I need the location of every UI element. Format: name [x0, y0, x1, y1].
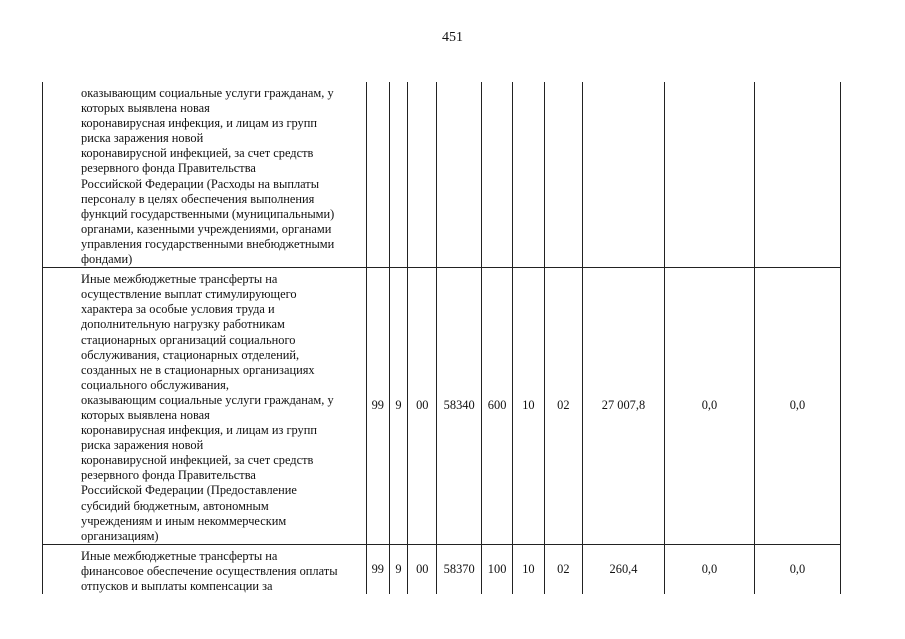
cell-amount-3: 0,0	[754, 268, 840, 545]
cell-amount-2	[664, 82, 754, 268]
cell-direction: 58340	[437, 268, 482, 545]
cell-amount-3	[754, 82, 840, 268]
budget-table	[42, 82, 841, 594]
cell-amount-3: 0,0	[754, 544, 840, 594]
cell-amount-2: 0,0	[664, 544, 754, 594]
cell-subprogram	[389, 82, 407, 268]
cell-section: 10	[513, 544, 544, 594]
row-description: Иные межбюджетные трансферты на финансовое обеспечение осуществления оплаты отпусков и выплаты компенсации за	[43, 544, 367, 594]
cell-amount-1: 260,4	[583, 544, 665, 594]
table-row	[43, 268, 841, 545]
cell-program: 99	[366, 268, 389, 545]
cell-expense-type: 100	[481, 544, 512, 594]
cell-expense-type: 600	[481, 268, 512, 545]
cell-section: 10	[513, 268, 544, 545]
row-description: Иные межбюджетные трансферты на осуществление выплат стимулирующего характера за особые условия труда и дополнительную нагрузку работникам стационарных организаций социального обслуживания, стационарных отделений, созданных не в стационарных организациях социального обслуживания, оказывающим социальные услуги гражданам, у которых выявлена новая коронавирусная инфекция, и лицам из групп риска заражения новой коронавирусной инфекцией, за счет средств резервного фонда Правительства Российской Федерации (Предоставление субсидий бюджетным, автономным учреждениям и иным некоммерческим организациям)	[43, 268, 367, 545]
cell-main-event: 00	[408, 268, 437, 545]
cell-program	[366, 82, 389, 268]
cell-subsection: 02	[544, 268, 582, 545]
cell-section	[513, 82, 544, 268]
cell-subprogram: 9	[389, 268, 407, 545]
cell-program: 99	[366, 544, 389, 594]
cell-subsection	[544, 82, 582, 268]
cell-expense-type	[481, 82, 512, 268]
cell-direction: 58370	[437, 544, 482, 594]
table-row	[43, 544, 841, 594]
cell-amount-1: 27 007,8	[583, 268, 665, 545]
cell-amount-2: 0,0	[664, 268, 754, 545]
row-description: оказывающим социальные услуги гражданам, у которых выявлена новая коронавирусная инфекция, и лицам из групп риска заражения новой коронавирусной инфекцией, за счет средств резервного фонда Правительства Российской Федерации (Расходы на выплаты персоналу в целях обеспечения выполнения функций государственными (муниципальными) органами, казенными учреждениями, органами управления государственными внебюджетными фондами)	[43, 82, 367, 268]
cell-main-event: 00	[408, 544, 437, 594]
cell-subprogram: 9	[389, 544, 407, 594]
cell-subsection: 02	[544, 544, 582, 594]
cell-main-event	[408, 82, 437, 268]
page-number: 451	[442, 30, 463, 45]
cell-amount-1	[583, 82, 665, 268]
table-row	[43, 82, 841, 268]
cell-direction	[437, 82, 482, 268]
